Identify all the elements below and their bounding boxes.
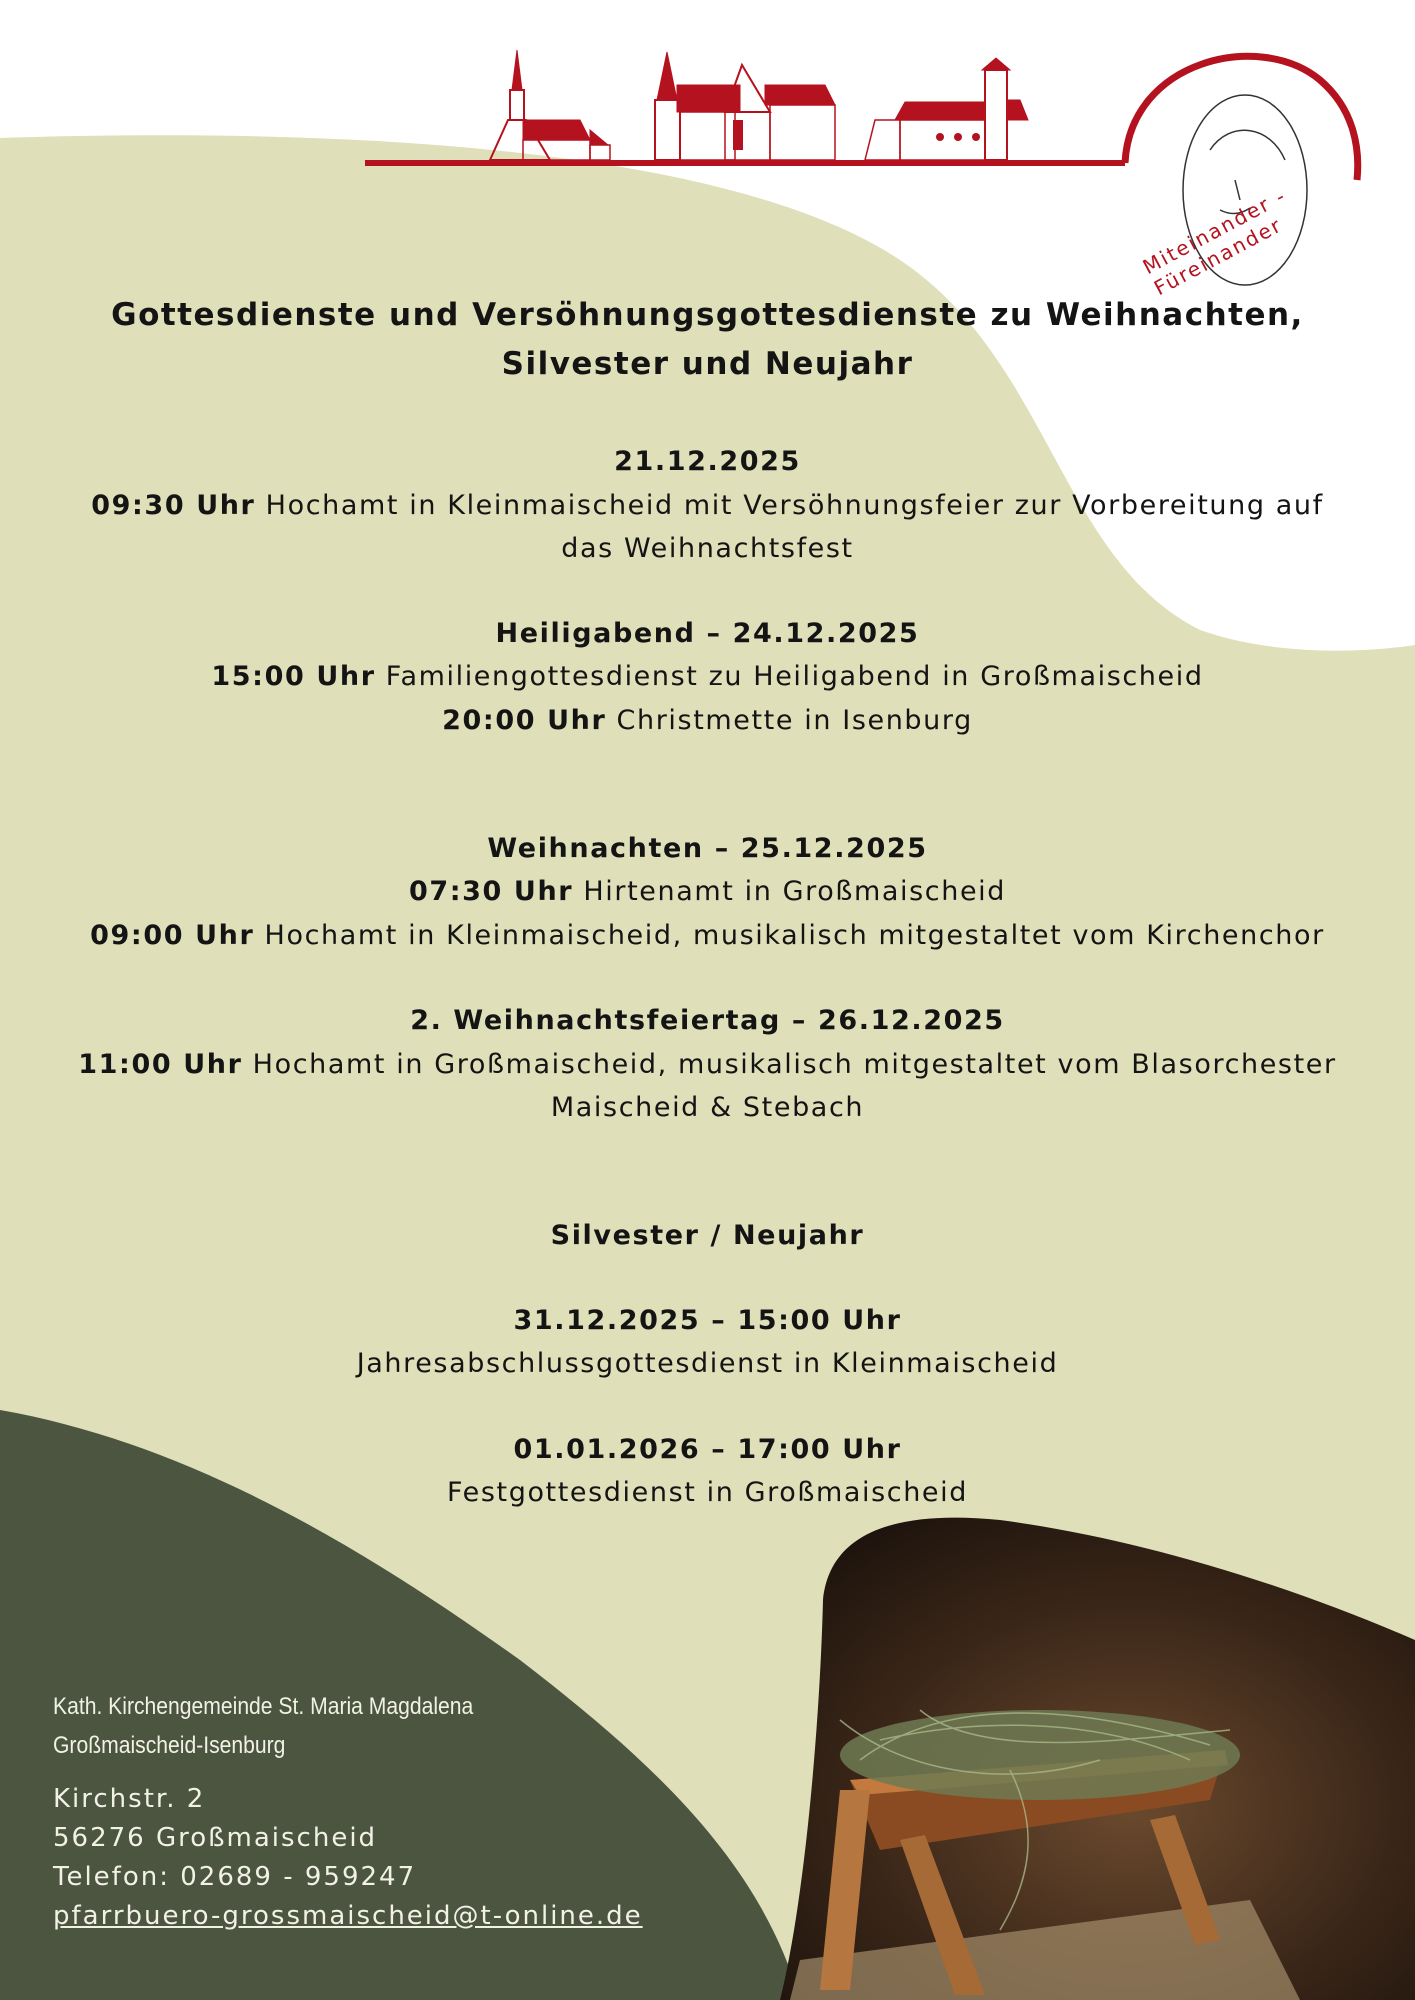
org-location: Großmaischeid-Isenburg bbox=[53, 1732, 286, 1759]
section-heading: 31.12.2025 – 15:00 Uhr bbox=[513, 1305, 902, 1336]
service-text-continued: das Weihnachtsfest bbox=[561, 533, 854, 564]
service-time: 09:30 Uhr bbox=[91, 490, 256, 521]
address-city: 56276 Großmaischeid bbox=[53, 1823, 378, 1853]
service-entry bbox=[0, 920, 1415, 951]
page-title-line-2: Silvester und Neujahr bbox=[501, 346, 914, 382]
service-time: 11:00 Uhr bbox=[78, 1049, 243, 1080]
service-time: 20:00 Uhr bbox=[442, 705, 607, 736]
service-text: Festgottesdienst in Großmaischeid bbox=[446, 1477, 968, 1508]
service-text: Hochamt in Großmaischeid, musikalisch mitgestaltet vom Blasorchester bbox=[242, 1049, 1337, 1080]
section-heading: Weihnachten – 25.12.2025 bbox=[487, 833, 928, 864]
service-entry bbox=[0, 1049, 1415, 1080]
service-entry bbox=[0, 705, 1415, 736]
logo-motto: Miteinander - Füreinander bbox=[1138, 183, 1291, 301]
service-entry bbox=[0, 490, 1415, 521]
service-time: 09:00 Uhr bbox=[90, 920, 255, 951]
address-street: Kirchstr. 2 bbox=[53, 1784, 206, 1814]
section-heading: Silvester / Neujahr bbox=[550, 1220, 865, 1251]
service-text: Jahresabschlussgottesdienst in Kleinmaischeid bbox=[356, 1348, 1059, 1379]
section-heading: Heiligabend – 24.12.2025 bbox=[495, 618, 920, 649]
service-entry bbox=[0, 876, 1415, 907]
service-text: Christmette in Isenburg bbox=[606, 705, 973, 736]
phone-number: Telefon: 02689 - 959247 bbox=[53, 1862, 417, 1892]
section-heading: 01.01.2026 – 17:00 Uhr bbox=[513, 1434, 902, 1465]
service-time: 15:00 Uhr bbox=[211, 661, 376, 692]
service-text: Familiengottesdienst zu Heiligabend in Großmaischeid bbox=[375, 661, 1204, 692]
section-heading: 2. Weihnachtsfeiertag – 26.12.2025 bbox=[410, 1005, 1005, 1036]
service-text-continued: Maischeid & Stebach bbox=[550, 1092, 865, 1123]
page-title-line-1: Gottesdienste und Versöhnungsgottesdienste zu Weihnachten, bbox=[111, 297, 1304, 333]
service-text: Hirtenamt in Großmaischeid bbox=[573, 876, 1006, 907]
email-link[interactable]: pfarrbuero-grossmaischeid@t-online.de bbox=[53, 1901, 643, 1931]
service-time: 07:30 Uhr bbox=[408, 876, 574, 907]
service-text: Hochamt in Kleinmaischeid, musikalisch mitgestaltet vom Kirchenchor bbox=[254, 920, 1325, 951]
service-entry bbox=[0, 661, 1415, 692]
parish-logo bbox=[360, 40, 1415, 290]
org-name: Kath. Kirchengemeinde St. Maria Magdalena bbox=[53, 1693, 474, 1720]
section-heading: 21.12.2025 bbox=[614, 446, 801, 477]
service-text: Hochamt in Kleinmaischeid mit Versöhnungsfeier zur Vorbereitung auf bbox=[255, 490, 1324, 521]
